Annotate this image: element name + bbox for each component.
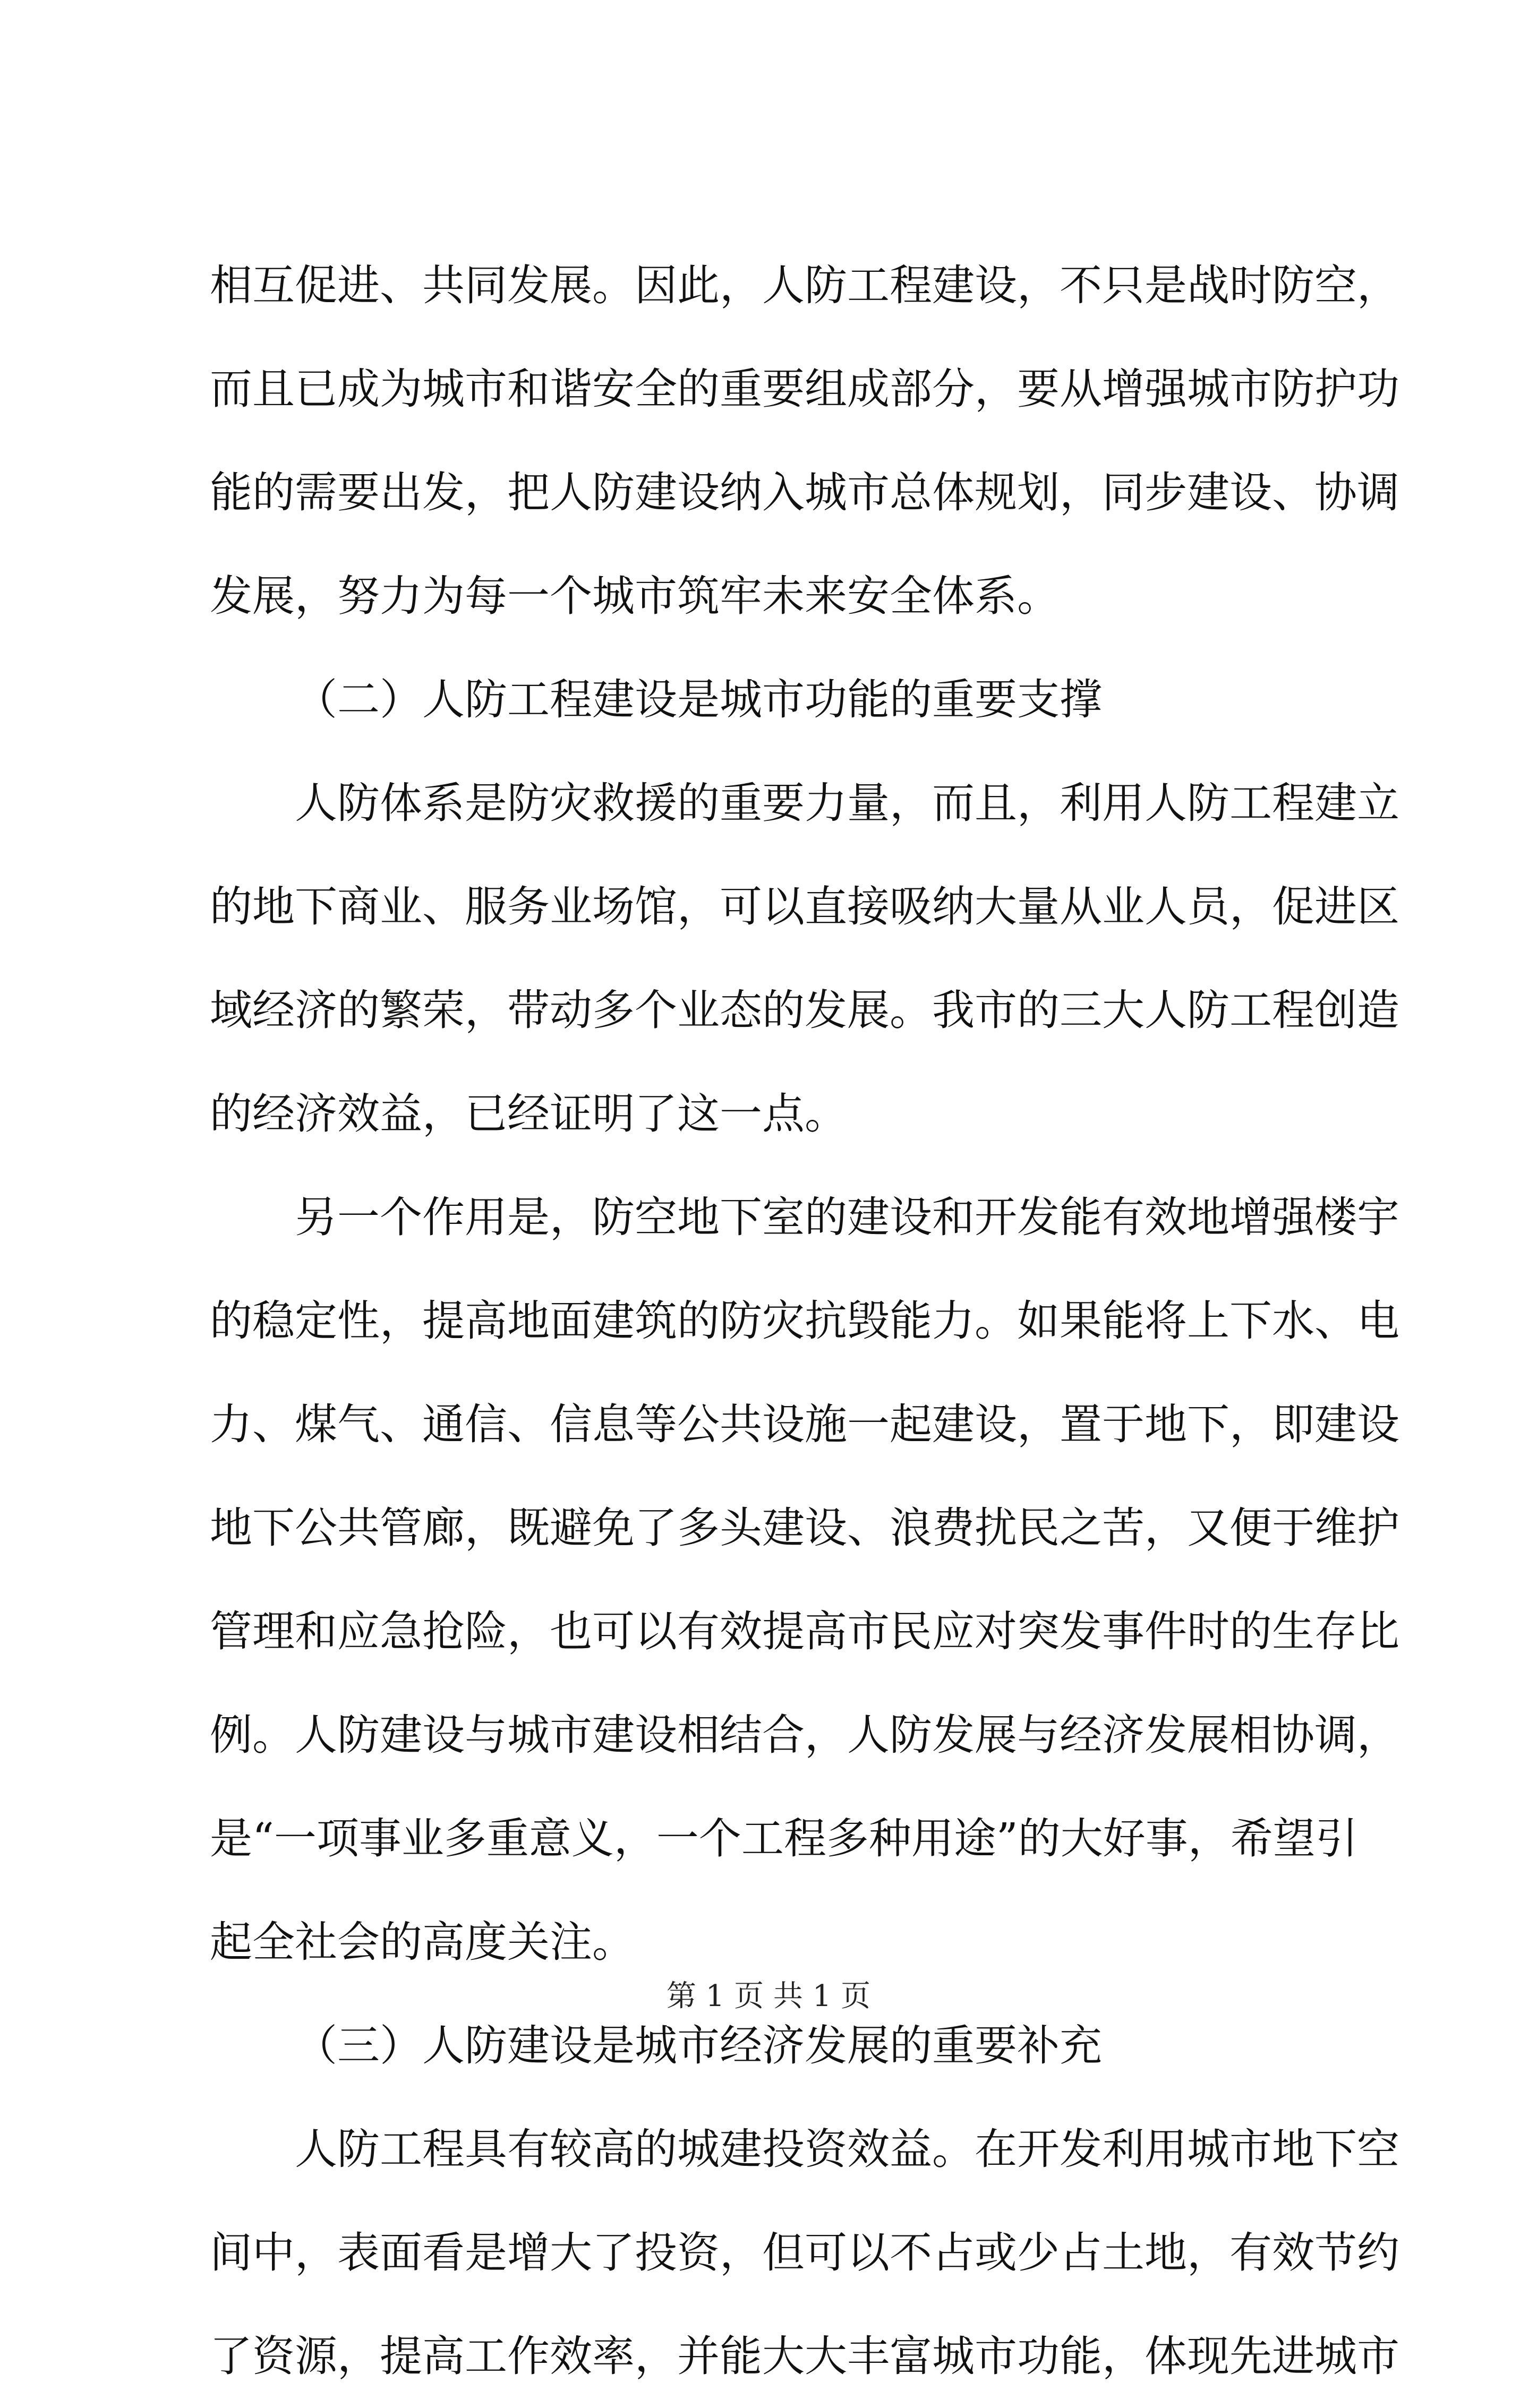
text-line: 的经济效益，已经证明了这一点。 — [210, 1089, 847, 1138]
text-line: 人防工程具有较高的城建投资效益。在开发利用城市地下空 — [295, 2124, 1399, 2174]
text-line: 的地下商业、服务业场馆，可以直接吸纳大量从业人员，促进区 — [210, 882, 1399, 931]
section-heading: （二）人防工程建设是城市功能的重要支撑 — [295, 675, 1102, 724]
text-line: 例。人防建设与城市建设相结合，人防发展与经济发展相协调， — [210, 1710, 1399, 1760]
text-line: 是“一项事业多重意义，一个工程多种用途”的大好事，希望引 — [210, 1814, 1358, 1863]
text-line: 的稳定性，提高地面建筑的防灾抗毁能力。如果能将上下水、电 — [210, 1296, 1399, 1346]
page-number-label: 第 1 页 共 1 页 — [666, 1979, 871, 2013]
text-line: 力、煤气、通信、信息等公共设施一起建设，置于地下，即建设 — [210, 1400, 1399, 1449]
text-line: 间中，表面看是增大了投资，但可以不占或少占土地，有效节约 — [210, 2228, 1399, 2277]
text-line: 另一个作用是，防空地下室的建设和开发能有效地增强楼宇 — [295, 1193, 1399, 1242]
text-line: 地下公共管廊，既避免了多头建设、浪费扰民之苦，又便于维护 — [210, 1503, 1399, 1553]
text-line: 能的需要出发，把人防建设纳入城市总体规划，同步建设、协调 — [210, 468, 1399, 517]
text-line: 起全社会的高度关注。 — [210, 1917, 635, 1967]
text-line: 管理和应急抢险，也可以有效提高市民应对突发事件时的生存比 — [210, 1607, 1399, 1656]
text-line: 人防体系是防灾救援的重要力量，而且，利用人防工程建立 — [295, 778, 1399, 828]
text-line: 域经济的繁荣，带动多个业态的发展。我市的三大人防工程创造 — [210, 986, 1399, 1035]
text-line: 相互促进、共同发展。因此，人防工程建设，不只是战时防空， — [210, 261, 1399, 310]
text-line: 了资源，提高工作效率，并能大大丰富城市功能，体现先进城市 — [210, 2332, 1399, 2381]
page-footer — [0, 1978, 1537, 2015]
text-line: 发展，努力为每一个城市筑牢未来安全体系。 — [210, 571, 1060, 621]
text-line: 而且已成为城市和谐安全的重要组成部分，要从增强城市防护功 — [210, 364, 1399, 414]
section-heading: （三）人防建设是城市经济发展的重要补充 — [295, 2021, 1102, 2070]
document-body — [210, 234, 1399, 2408]
